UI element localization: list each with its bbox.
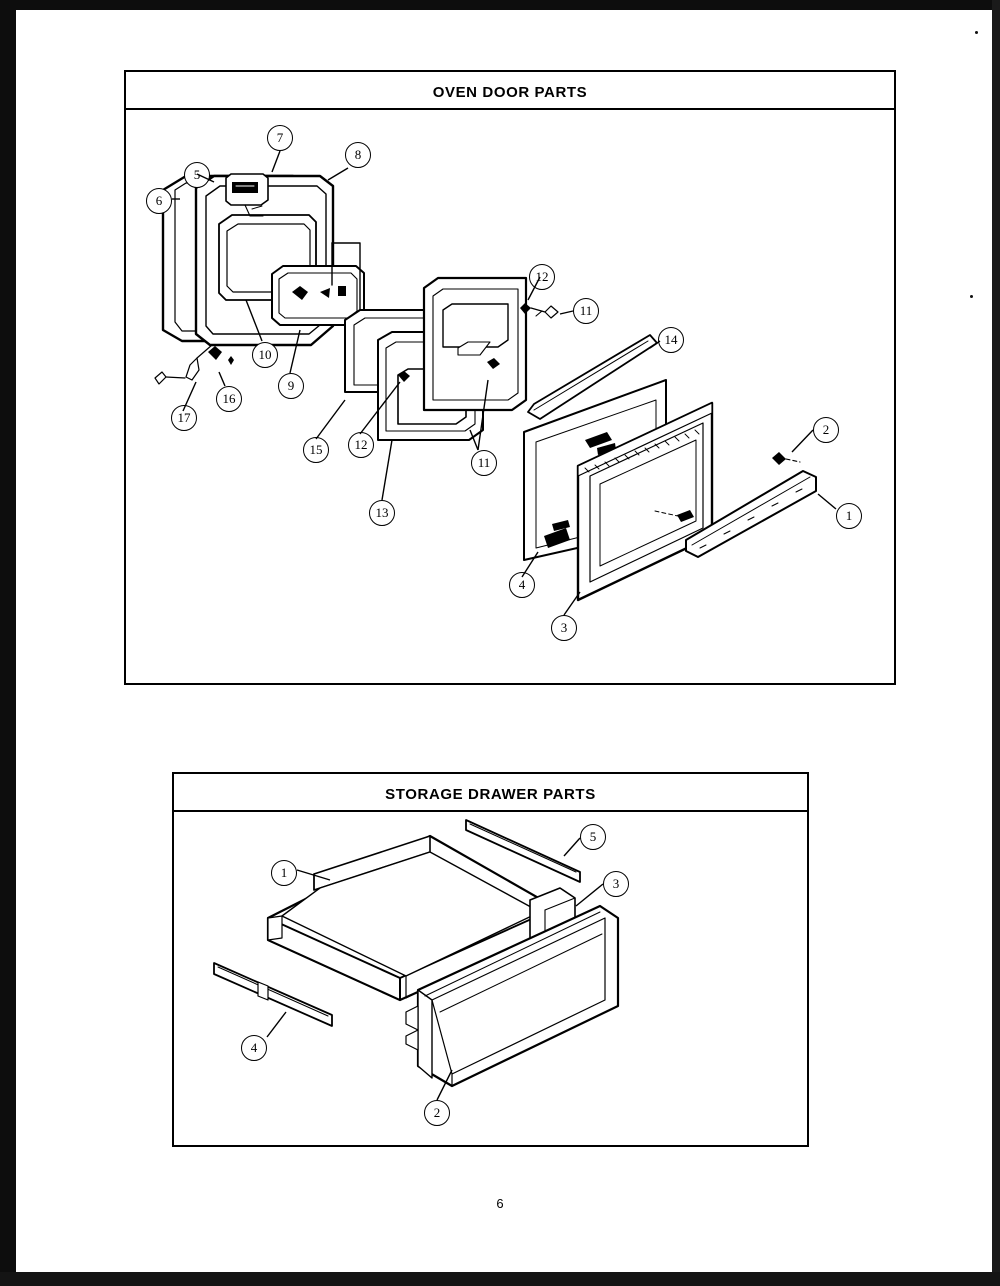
callout-bubble: 1	[271, 860, 297, 886]
callout-bubble: 15	[303, 437, 329, 463]
callout-bubble: 7	[267, 125, 293, 151]
callout-bubble: 14	[658, 327, 684, 353]
callout-bubble: 8	[345, 142, 371, 168]
callout-bubble: 1	[836, 503, 862, 529]
callout-bubble: 9	[278, 373, 304, 399]
callout-bubble: 12	[529, 264, 555, 290]
panel-title-oven-door: OVEN DOOR PARTS	[432, 84, 588, 101]
callout-bubble: 6	[146, 188, 172, 214]
callout-bubble: 11	[471, 450, 497, 476]
callout-bubble: 2	[813, 417, 839, 443]
callout-bubble: 3	[551, 615, 577, 641]
callout-bubble: 16	[216, 386, 242, 412]
callout-bubble: 13	[369, 500, 395, 526]
callout-bubble: 10	[252, 342, 278, 368]
panel-title-storage-drawer: STORAGE DRAWER PARTS	[385, 786, 596, 803]
callout-bubble: 5	[184, 162, 210, 188]
callout-bubble: 5	[580, 824, 606, 850]
callout-bubble: 4	[509, 572, 535, 598]
callout-bubble: 17	[171, 405, 197, 431]
callout-bubble: 4	[241, 1035, 267, 1061]
page-number: 6	[496, 1196, 504, 1211]
callout-bubble: 2	[424, 1100, 450, 1126]
callout-bubble: 12	[348, 432, 374, 458]
callout-bubble: 11	[573, 298, 599, 324]
callout-bubble: 3	[603, 871, 629, 897]
